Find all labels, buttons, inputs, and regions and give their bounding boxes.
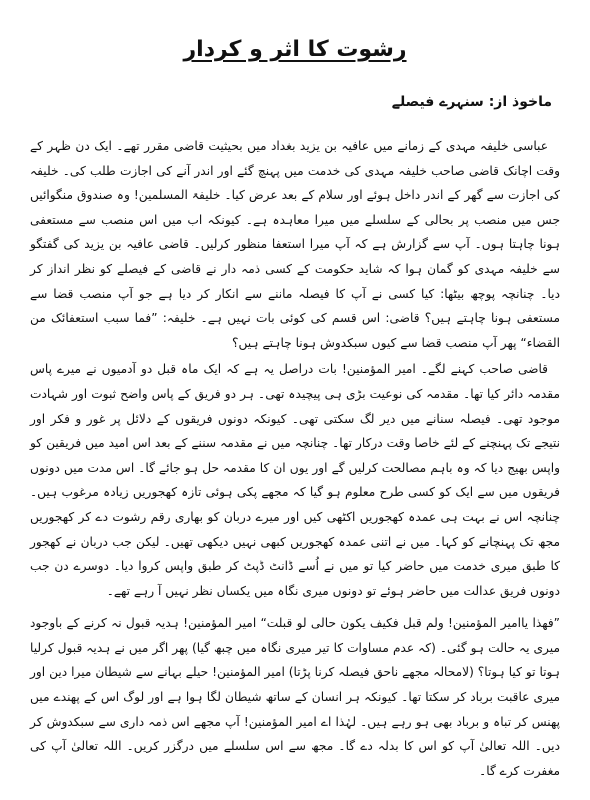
paragraph-1: عباسی خلیفہ مہدی کے زمانے میں عافیہ بن یزید بغداد میں بحیثیت قاضی مقرر تھے۔ ایک دن ظہر کے وقت اچانک قاضی صاحب خلیفہ مہدی کی خدمت میں پہنچ گئے اور اندر آنے کی اجازت طلب کی۔ خلیفہ کی اجازت سے گھر کے اندر داخل ہوئے اور سلام کے بعد عرض کیا۔ خلیفۃ المسلمین! وہ صندوق منگوائیں جس میں منصب پر بحالی کے سلسلے میں میرا معاہدہ ہے۔ کیونکہ اب میں اس منصب سے مستعفی ہونا چاہتا ہوں۔ آپ سے گزارش ہے کہ آپ میرا استعفا منظور کرلیں۔ قاضی عافیہ بن یزید کی گفتگو سے خلیفہ مہدی کو گمان ہوا کہ شاید حکومت کے کسی ذمہ دار نے قاضی کے فیصلے کو نظر انداز کر دیا۔ چنانچہ پوچھ بیٹھا: کیا کسی نے آپ کا فیصلہ ماننے سے انکار کر دیا ہے جو آپ منصب قضا سے مستعفی ہونا چاہتے ہیں؟ قاضی: اس قسم کی کوئی بات نہیں ہے۔ خلیفہ: ”فما سبب استعفائک من القضاء“ پھر آپ منصب قضا سے کیوں سبکدوش ہونا چاہتے ہیں؟ bbox=[30, 139, 560, 350]
article-title: رشوت کا اثر و کردار bbox=[183, 37, 407, 62]
paragraph-3: ”فهذا یاامیر المؤمنین! ولم قبل فكیف یكون حالی لو قبلت“ امیر المؤمنین! ہدیہ قبول نہ کرنے کے باوجود میری یہ حالت ہو گئی۔ (کہ عدم مساوات کا تیر میری نگاہ میں چبھ گیا) پھر اگر میں نے ہدیہ قبول کرلیا ہوتا تو کیا ہوتا؟ (لامحالہ مجھے ناحق فیصلہ کرنا پڑتا) امیر المؤمنین! حیلے بہانے سے شیطان میرا دین اور میری عاقبت برباد کر سکتا تھا۔ کیونکہ ہر انسان کے ساتھ شیطان لگا ہوا ہے اور لوگ اس کے پھندے میں پھنس کر تباہ و برباد بھی ہو رہے ہیں۔ لہٰذا اے امیر المؤمنین! آپ مجھے اس ذمہ داری سے سبکدوش کر دیں۔ اللہ تعالیٰ آپ کو اس کا بدلہ دے گا۔ مجھ سے اس سلسلے میں درگزر کریں۔ اللہ تعالیٰ آپ کی مغفرت کرے گا۔ bbox=[30, 616, 560, 778]
source-attribution: ماخوذ از: سنہرے فیصلے bbox=[391, 94, 552, 110]
paragraph-2: قاضی صاحب کہنے لگے۔ امیر المؤمنین! بات دراصل یہ ہے کہ ایک ماہ قبل دو آدمیوں نے میرے پاس مقدمہ دائر کیا تھا۔ مقدمہ کی نوعیت بڑی ہی پیچیدہ تھی۔ ہر دو فریق کے پاس واضح ثبوت اور شہادت موجود تھی۔ فیصلہ سنانے میں دیر لگ سکتی تھی۔ کیونکہ دونوں فریقوں کے دلائل پر غور و فکر اور نتیجے تک پہنچنے کے لئے خاصا وقت درکار تھا۔ چنانچہ میں نے مقدمہ سننے کے بعد اس امید میں فریقین کو واپس بھیج دیا کہ وہ باہم مصالحت کرلیں گے اور یوں ان کا مقدمہ حل ہو جائے گا۔ اس مدت میں دونوں فریقوں میں سے ایک کو کسی طرح معلوم ہو گیا کہ مجھے پکی ہوئی تازہ کھجوریں زیادہ مرغوب ہیں۔ چنانچہ اس نے بہت ہی عمدہ کھجوریں اکٹھی کیں اور میرے دربان کو بھاری رقم رشوت دے کر کھجوریں مجھ تک پہنچانے کو کہا۔ میں نے اتنی عمدہ کھجوریں کبھی نہیں دیکھی تھیں۔ لیکن جب دربان نے کھجور کا طبق میری خدمت میں حاضر کیا تو میں نے اُسے ڈانٹ ڈپٹ کر طبق واپس کروا دیا۔ دوسرے دن جب دونوں فریق عدالت میں حاضر ہوئے تو دونوں میری نگاہ میں یکساں نظر نہیں آ رہے تھے۔ bbox=[30, 362, 560, 598]
article-body bbox=[30, 134, 560, 783]
